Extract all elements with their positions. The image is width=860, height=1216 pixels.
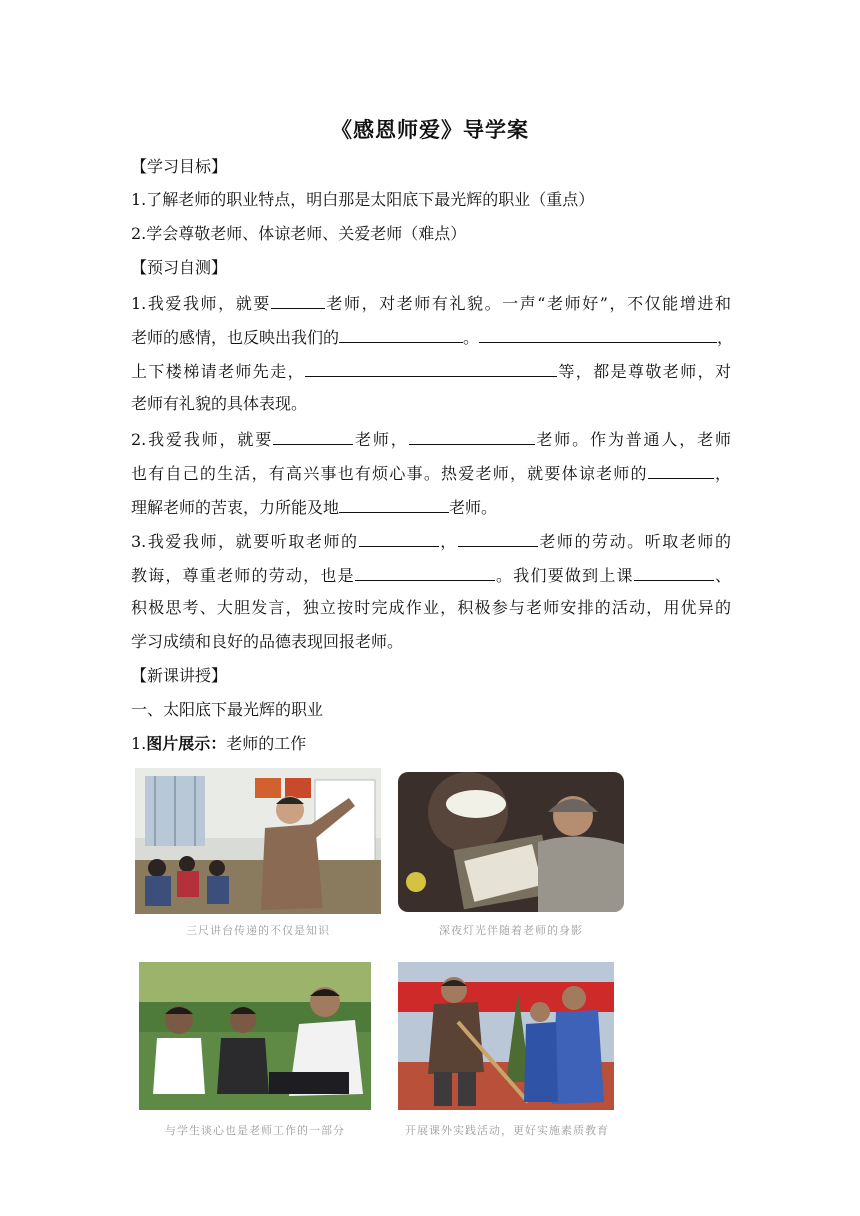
q2-text: 理解老师的苦衷，力所能及地 bbox=[131, 498, 340, 517]
q3-line-1 bbox=[131, 528, 731, 554]
fill-blank[interactable] bbox=[409, 426, 535, 445]
goal-1: 1.了解老师的职业特点，明白那是太阳底下最光辉的职业（重点） bbox=[131, 190, 595, 209]
section-heading-preview: 【预习自测】 bbox=[131, 258, 228, 277]
q2-line-2 bbox=[131, 460, 731, 486]
q1-text: 。 bbox=[463, 328, 480, 347]
q1-line-4: 老师有礼貌的具体表现。 bbox=[131, 394, 308, 413]
q2-text: 老师。 bbox=[449, 498, 498, 517]
part-1-heading: 一、太阳底下最光辉的职业 bbox=[131, 700, 324, 719]
q3-line-3: 积极思考、大胆发言，独立按时完成作业，积极参与老师安排的活动，用优异的 bbox=[131, 598, 731, 617]
q1-text: ， bbox=[717, 328, 734, 347]
q3-line-2 bbox=[131, 562, 731, 588]
photo-caption: 三尺讲台传递的不仅是知识 bbox=[186, 924, 330, 937]
q1-line-3 bbox=[131, 358, 731, 384]
photo-outdoor-practice-activity bbox=[398, 962, 614, 1110]
q1-line-2 bbox=[131, 324, 734, 350]
picture-label-num: 1. bbox=[131, 734, 147, 753]
q3-text: ， bbox=[438, 532, 458, 551]
q2-line-1 bbox=[131, 426, 731, 452]
fill-blank[interactable] bbox=[273, 426, 353, 445]
fill-blank[interactable] bbox=[339, 494, 449, 513]
photo-teacher-at-night bbox=[398, 772, 624, 912]
q1-text: 老师的感情，也反映出我们的 bbox=[131, 328, 340, 347]
section-heading-goals: 【学习目标】 bbox=[131, 157, 228, 176]
q2-text: 老师， bbox=[353, 430, 409, 449]
fill-blank[interactable] bbox=[634, 562, 714, 581]
picture-label-bold: 图片展示： bbox=[146, 734, 227, 753]
q2-line-3 bbox=[131, 494, 731, 520]
q2-text: 老师。作为普通人，老师 bbox=[534, 430, 731, 449]
fill-blank[interactable] bbox=[648, 460, 714, 479]
photo-caption: 开展课外实践活动，更好实施素质教育 bbox=[405, 1124, 609, 1137]
q1-text: 老师，对老师有礼貌。一声“老师好”，不仅能增进和 bbox=[324, 294, 731, 313]
picture-label bbox=[131, 732, 731, 756]
fill-blank[interactable] bbox=[458, 528, 538, 547]
section-heading-new-lesson: 【新课讲授】 bbox=[131, 666, 228, 685]
q3-text: 3.我爱我师，就要听取老师的 bbox=[131, 532, 359, 551]
photo-teacher-at-blackboard bbox=[135, 768, 381, 914]
q2-text: 2.我爱我师，就要 bbox=[131, 430, 274, 449]
picture-label-text: 老师的工作 bbox=[226, 734, 307, 753]
q3-text: 、 bbox=[713, 566, 731, 585]
q3-line-4: 学习成绩和良好的品德表现回报老师。 bbox=[131, 632, 404, 651]
fill-blank[interactable] bbox=[339, 324, 463, 343]
q2-text: ， bbox=[713, 464, 731, 483]
photo-caption: 深夜灯光伴随着老师的身影 bbox=[439, 924, 583, 937]
photo-caption: 与学生谈心也是老师工作的一部分 bbox=[165, 1124, 345, 1137]
q3-text: 老师的劳动。听取老师的 bbox=[537, 532, 731, 551]
q3-text: 。我们要做到上课 bbox=[494, 566, 634, 585]
fill-blank[interactable] bbox=[355, 562, 495, 581]
fill-blank[interactable] bbox=[359, 528, 439, 547]
goal-2: 2.学会尊敬老师、体谅老师、关爱老师（难点） bbox=[131, 224, 467, 243]
fill-blank[interactable] bbox=[479, 324, 717, 343]
q1-text: 1.我爱我师，就要 bbox=[131, 294, 271, 313]
q1-line-1 bbox=[131, 290, 731, 316]
fill-blank[interactable] bbox=[305, 358, 557, 377]
photo-teacher-talking-with-students bbox=[139, 962, 371, 1110]
q2-text: 也有自己的生活，有高兴事也有烦心事。热爱老师，就要体谅老师的 bbox=[131, 464, 648, 483]
q3-text: 教诲，尊重老师的劳动，也是 bbox=[131, 566, 355, 585]
document-title: 《感恩师爱》导学案 bbox=[331, 118, 529, 142]
fill-blank[interactable] bbox=[271, 290, 325, 309]
q1-text: 上下楼梯请老师先走， bbox=[131, 362, 305, 381]
q1-text: 等，都是尊敬老师，对 bbox=[557, 362, 731, 381]
